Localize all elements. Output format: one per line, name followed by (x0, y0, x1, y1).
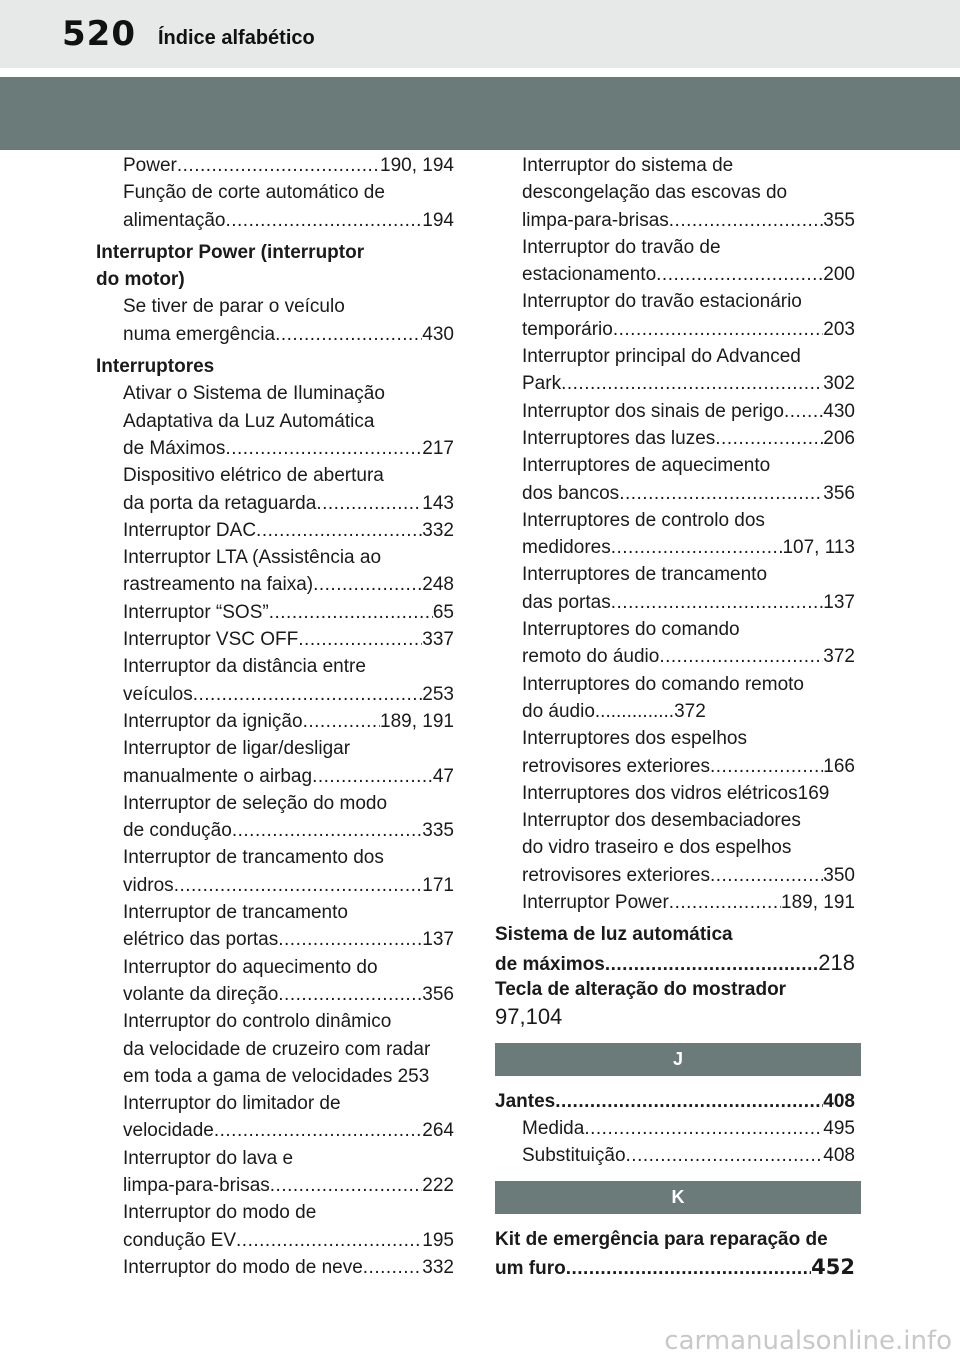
entry-text: Interruptor de trancamento dos (123, 847, 384, 869)
index-heading (495, 1003, 855, 1030)
page-reference: 248 (422, 574, 454, 596)
page-reference: 408 (823, 1090, 855, 1112)
index-entry (495, 643, 855, 670)
entry-text: remoto do áudio (522, 646, 660, 668)
dot-leader (275, 321, 422, 348)
index-entry (495, 425, 855, 452)
page-reference: 350 (823, 864, 855, 886)
entry-text: Interruptor DAC (123, 519, 257, 541)
entry-text: Interruptores do comando remoto (522, 673, 804, 695)
index-entry (495, 780, 855, 807)
dot-leader (669, 889, 781, 916)
index-entry (495, 671, 855, 698)
page-reference: 194 (422, 209, 454, 231)
entry-text: Sistema de luz automática (495, 924, 733, 946)
entry-text: Interruptor do controlo dinâmico (123, 1011, 392, 1033)
dot-leader (710, 862, 823, 889)
entry-text: condução EV (123, 1229, 237, 1251)
entry-text: de máximos (495, 953, 605, 975)
dot-leader (303, 708, 380, 735)
dot-leader (298, 626, 422, 653)
index-entry (495, 370, 855, 397)
dot-leader (613, 316, 823, 343)
index-entry (96, 872, 454, 899)
dot-leader (269, 599, 433, 626)
index-entry (96, 179, 454, 206)
entry-text: Medida (522, 1117, 585, 1139)
page-reference: 143 (422, 492, 454, 514)
entry-text: volante da direção (123, 983, 279, 1005)
dot-leader (611, 534, 783, 561)
dot-leader (256, 517, 422, 544)
entry-text: do motor) (96, 269, 185, 291)
index-entry (96, 599, 454, 626)
index-entry (96, 517, 454, 544)
index-entry (96, 844, 454, 871)
page-number: 520 (62, 14, 136, 54)
index-entry (96, 817, 454, 844)
entry-text: estacionamento (522, 264, 657, 286)
dot-leader (225, 435, 422, 462)
entry-text: Interruptor do lava e (123, 1147, 294, 1169)
entry-text: em toda a gama de velocidades 253 (123, 1065, 430, 1087)
index-entry (495, 561, 855, 588)
index-entry (96, 408, 454, 435)
index-heading (96, 266, 454, 293)
index-entry (495, 452, 855, 479)
entry-text: Interruptor do modo de neve (123, 1256, 363, 1278)
entry-text: Interruptor de trancamento (123, 902, 348, 924)
entry-text: Interruptor do aquecimento do (123, 956, 378, 978)
entry-text: retrovisores exteriores (522, 864, 710, 886)
index-entry (495, 862, 855, 889)
index-heading (495, 949, 855, 976)
entry-text: Substituição (522, 1145, 626, 1167)
entry-text: Interruptores dos espelhos (522, 728, 747, 750)
index-entry (96, 1227, 454, 1254)
entry-text: Dispositivo elétrico de abertura (123, 465, 384, 487)
entry-text: temporário (522, 318, 613, 340)
entry-text: Interruptor Power (522, 892, 669, 914)
index-entry (96, 926, 454, 953)
entry-text: elétrico das portas (123, 929, 279, 951)
dot-leader (193, 681, 423, 708)
dot-leader (715, 425, 823, 452)
page-reference: 335 (422, 820, 454, 842)
entry-text: dos bancos (522, 482, 620, 504)
entry-text: Interruptor Power (interruptor (96, 241, 365, 263)
entry-text: de Máximos (123, 437, 226, 459)
index-entry (96, 544, 454, 571)
dot-leader (363, 1254, 423, 1281)
index-entry (96, 763, 454, 790)
page-reference: 218 (818, 949, 855, 975)
index-entry (96, 653, 454, 680)
page-title: Índice alfabético (158, 27, 315, 49)
page-reference: 408 (823, 1145, 855, 1167)
page-reference: 430 (823, 400, 855, 422)
entry-text: Power (123, 155, 177, 176)
entry-text: Interruptor dos desembaciadores (522, 810, 801, 832)
entry-text: Interruptores das luzes (522, 427, 716, 449)
page-reference: 355 (823, 209, 855, 231)
dot-leader (784, 398, 823, 425)
page-reference: 137 (823, 591, 855, 613)
index-heading (96, 239, 454, 266)
index-entry (495, 753, 855, 780)
letter-band-j: J (495, 1043, 861, 1076)
index-entry (495, 316, 855, 343)
index-entry (495, 152, 855, 179)
index-entry (96, 954, 454, 981)
dot-leader (669, 207, 824, 234)
index-entry (96, 380, 454, 407)
header-band (0, 77, 960, 150)
page-reference: 47 (432, 765, 454, 787)
index-entry (96, 321, 454, 348)
page-reference: 189, 191 (380, 710, 454, 732)
index-entry (96, 1254, 454, 1281)
index-entry (96, 626, 454, 653)
entry-text: Se tiver de parar o veículo (123, 296, 345, 318)
entry-text: medidores (522, 537, 611, 559)
entry-text: veículos (123, 683, 193, 705)
entry-text: do vidro traseiro e dos espelhos (522, 837, 792, 859)
dot-leader (316, 490, 422, 517)
page-reference: 495 (823, 1117, 855, 1139)
entry-text: Interruptor “SOS” (123, 601, 269, 623)
page-reference: 65 (432, 601, 454, 623)
entry-text: Interruptores (96, 356, 215, 378)
entry-text: Interruptores do comando (522, 619, 740, 641)
index-entry (96, 462, 454, 489)
dot-leader (174, 872, 423, 899)
dot-leader (605, 951, 818, 976)
entry-text: Função de corte automático de (123, 182, 385, 204)
index-entry (495, 234, 855, 261)
index-entry (495, 343, 855, 370)
page-reference: 107, 113 (782, 537, 855, 559)
index-entry (96, 435, 454, 462)
index-heading (495, 1088, 855, 1115)
index-entry (495, 889, 855, 916)
index-heading (495, 1226, 855, 1253)
dot-leader (626, 1142, 824, 1169)
index-entry (96, 490, 454, 517)
page-reference: 189, 191 (781, 892, 855, 914)
dot-leader (225, 207, 422, 234)
page-reference: 190, 194 (380, 155, 454, 176)
index-entry (96, 1145, 454, 1172)
entry-text: Interruptores de aquecimento (522, 455, 771, 477)
index-entry (495, 534, 855, 561)
dot-leader (270, 1172, 423, 1199)
entry-text: Jantes (495, 1090, 556, 1112)
index-entry (96, 571, 454, 598)
index-entry (495, 398, 855, 425)
entry-text: Interruptor do limitador de (123, 1093, 341, 1115)
dot-leader (659, 643, 823, 670)
index-entry (495, 698, 855, 725)
page-reference: 264 (422, 1120, 454, 1142)
index-column-left (96, 152, 454, 1281)
index-entry (96, 735, 454, 762)
entry-text: limpa-para-brisas (522, 209, 669, 231)
entry-text: Interruptor principal do Advanced (522, 346, 801, 368)
dot-leader (232, 817, 422, 844)
letter-band-k: K (495, 1181, 861, 1214)
entry-text: 97,104 (495, 1004, 563, 1030)
page-reference: 217 (422, 437, 454, 459)
entry-text: velocidade (123, 1120, 214, 1142)
index-entry (495, 507, 855, 534)
index-entry (495, 589, 855, 616)
dot-leader (710, 753, 823, 780)
entry-text: Interruptores dos vidros elétricos169 (522, 782, 830, 804)
index-entry (96, 293, 454, 320)
page-reference: 356 (422, 983, 454, 1005)
index-entry (495, 834, 855, 861)
page-reference: 356 (823, 482, 855, 504)
dot-leader (561, 370, 823, 397)
index-entry (96, 1090, 454, 1117)
index-entry (96, 681, 454, 708)
entry-text: da velocidade de cruzeiro com radar (123, 1038, 431, 1060)
index-entry (495, 288, 855, 315)
entry-text: da porta da retaguarda (123, 492, 317, 514)
index-entry (96, 981, 454, 1008)
entry-text: Interruptor do travão estacionário (522, 291, 802, 313)
index-entry (495, 807, 855, 834)
entry-text: Interruptores de trancamento (522, 564, 768, 586)
entry-text: Interruptores de controlo dos (522, 509, 765, 531)
entry-text: Interruptor da ignição (123, 710, 303, 732)
page-reference: 253 (422, 683, 454, 705)
entry-text: Interruptor do sistema de (522, 155, 734, 176)
index-entry (495, 1115, 855, 1142)
dot-leader (566, 1255, 811, 1281)
page-reference: 203 (823, 318, 855, 340)
page-reference: 337 (422, 629, 454, 651)
index-entry (495, 207, 855, 234)
dot-leader (278, 926, 422, 953)
index-entry (495, 179, 855, 206)
index-column-right (495, 152, 855, 1281)
index-heading (495, 1254, 855, 1281)
entry-text: Ativar o Sistema de Iluminação (123, 383, 385, 405)
page-reference: 200 (823, 264, 855, 286)
page-reference: 206 (823, 427, 855, 449)
page-reference: 452 (811, 1254, 855, 1279)
index-entry (96, 152, 454, 179)
page-reference: 372 (823, 646, 855, 668)
entry-text: Interruptor do modo de (123, 1202, 317, 1224)
entry-text: Adaptativa da Luz Automática (123, 410, 375, 432)
dot-leader (656, 261, 823, 288)
entry-text: Interruptor de ligar/desligar (123, 738, 351, 760)
index-entry (96, 207, 454, 234)
index-entry (96, 790, 454, 817)
entry-text: alimentação (123, 209, 226, 231)
dot-leader (177, 152, 380, 179)
page-reference: 222 (422, 1174, 454, 1196)
index-entry (96, 1063, 454, 1090)
index-entry (96, 1199, 454, 1226)
page-reference: 332 (422, 1256, 454, 1278)
page-reference: 430 (422, 323, 454, 345)
entry-text: vidros (123, 874, 174, 896)
dot-leader (236, 1227, 422, 1254)
entry-text: Interruptor LTA (Assistência ao (123, 547, 382, 569)
page-reference: 302 (823, 373, 855, 395)
entry-text: numa emergência (123, 323, 276, 345)
entry-text: das portas (522, 591, 611, 613)
dot-leader (619, 480, 823, 507)
index-entry (495, 1142, 855, 1169)
dot-leader (584, 1115, 823, 1142)
index-entry (495, 480, 855, 507)
entry-text: limpa-para-brisas (123, 1174, 270, 1196)
dot-leader (214, 1117, 422, 1144)
entry-text: rastreamento na faixa) (123, 574, 314, 596)
index-entry (96, 1117, 454, 1144)
dot-leader (611, 589, 824, 616)
page-reference: 166 (823, 755, 855, 777)
entry-text: Tecla de alteração do mostrador (495, 978, 787, 1000)
index-heading (495, 976, 855, 1003)
index-heading (495, 921, 855, 948)
page-reference: 332 (422, 519, 454, 541)
dot-leader (312, 763, 433, 790)
entry-text: Interruptor dos sinais de perigo (522, 400, 784, 422)
index-entry (495, 725, 855, 752)
dot-leader (313, 571, 422, 598)
page-reference: 137 (422, 929, 454, 951)
entry-text: Interruptor da distância entre (123, 656, 366, 678)
page-reference: 171 (422, 874, 454, 896)
watermark: carmanualsonline.info (664, 1326, 952, 1356)
entry-text: do áudio...............372 (522, 700, 706, 722)
page-reference: 195 (422, 1229, 454, 1251)
entry-text: de condução (123, 820, 232, 842)
index-entry (96, 1008, 454, 1035)
index-entry (96, 1036, 454, 1063)
index-heading (96, 353, 454, 380)
entry-text: Interruptor de seleção do modo (123, 792, 388, 814)
index-entry (96, 899, 454, 926)
index-entry (495, 616, 855, 643)
dot-leader (278, 981, 422, 1008)
entry-text: manualmente o airbag (123, 765, 313, 787)
index-entry (96, 1172, 454, 1199)
entry-text: Park (522, 373, 562, 395)
header-bar (0, 0, 960, 68)
entry-text: Kit de emergência para reparação de (495, 1229, 828, 1251)
index-entry (96, 708, 454, 735)
entry-text: um furo (495, 1257, 566, 1279)
index-entry (495, 261, 855, 288)
entry-text: retrovisores exteriores (522, 755, 710, 777)
entry-text: Interruptor VSC OFF (123, 629, 299, 651)
dot-leader (555, 1088, 823, 1115)
entry-text: descongelação das escovas do (522, 182, 788, 204)
entry-text: Interruptor do travão de (522, 236, 721, 258)
